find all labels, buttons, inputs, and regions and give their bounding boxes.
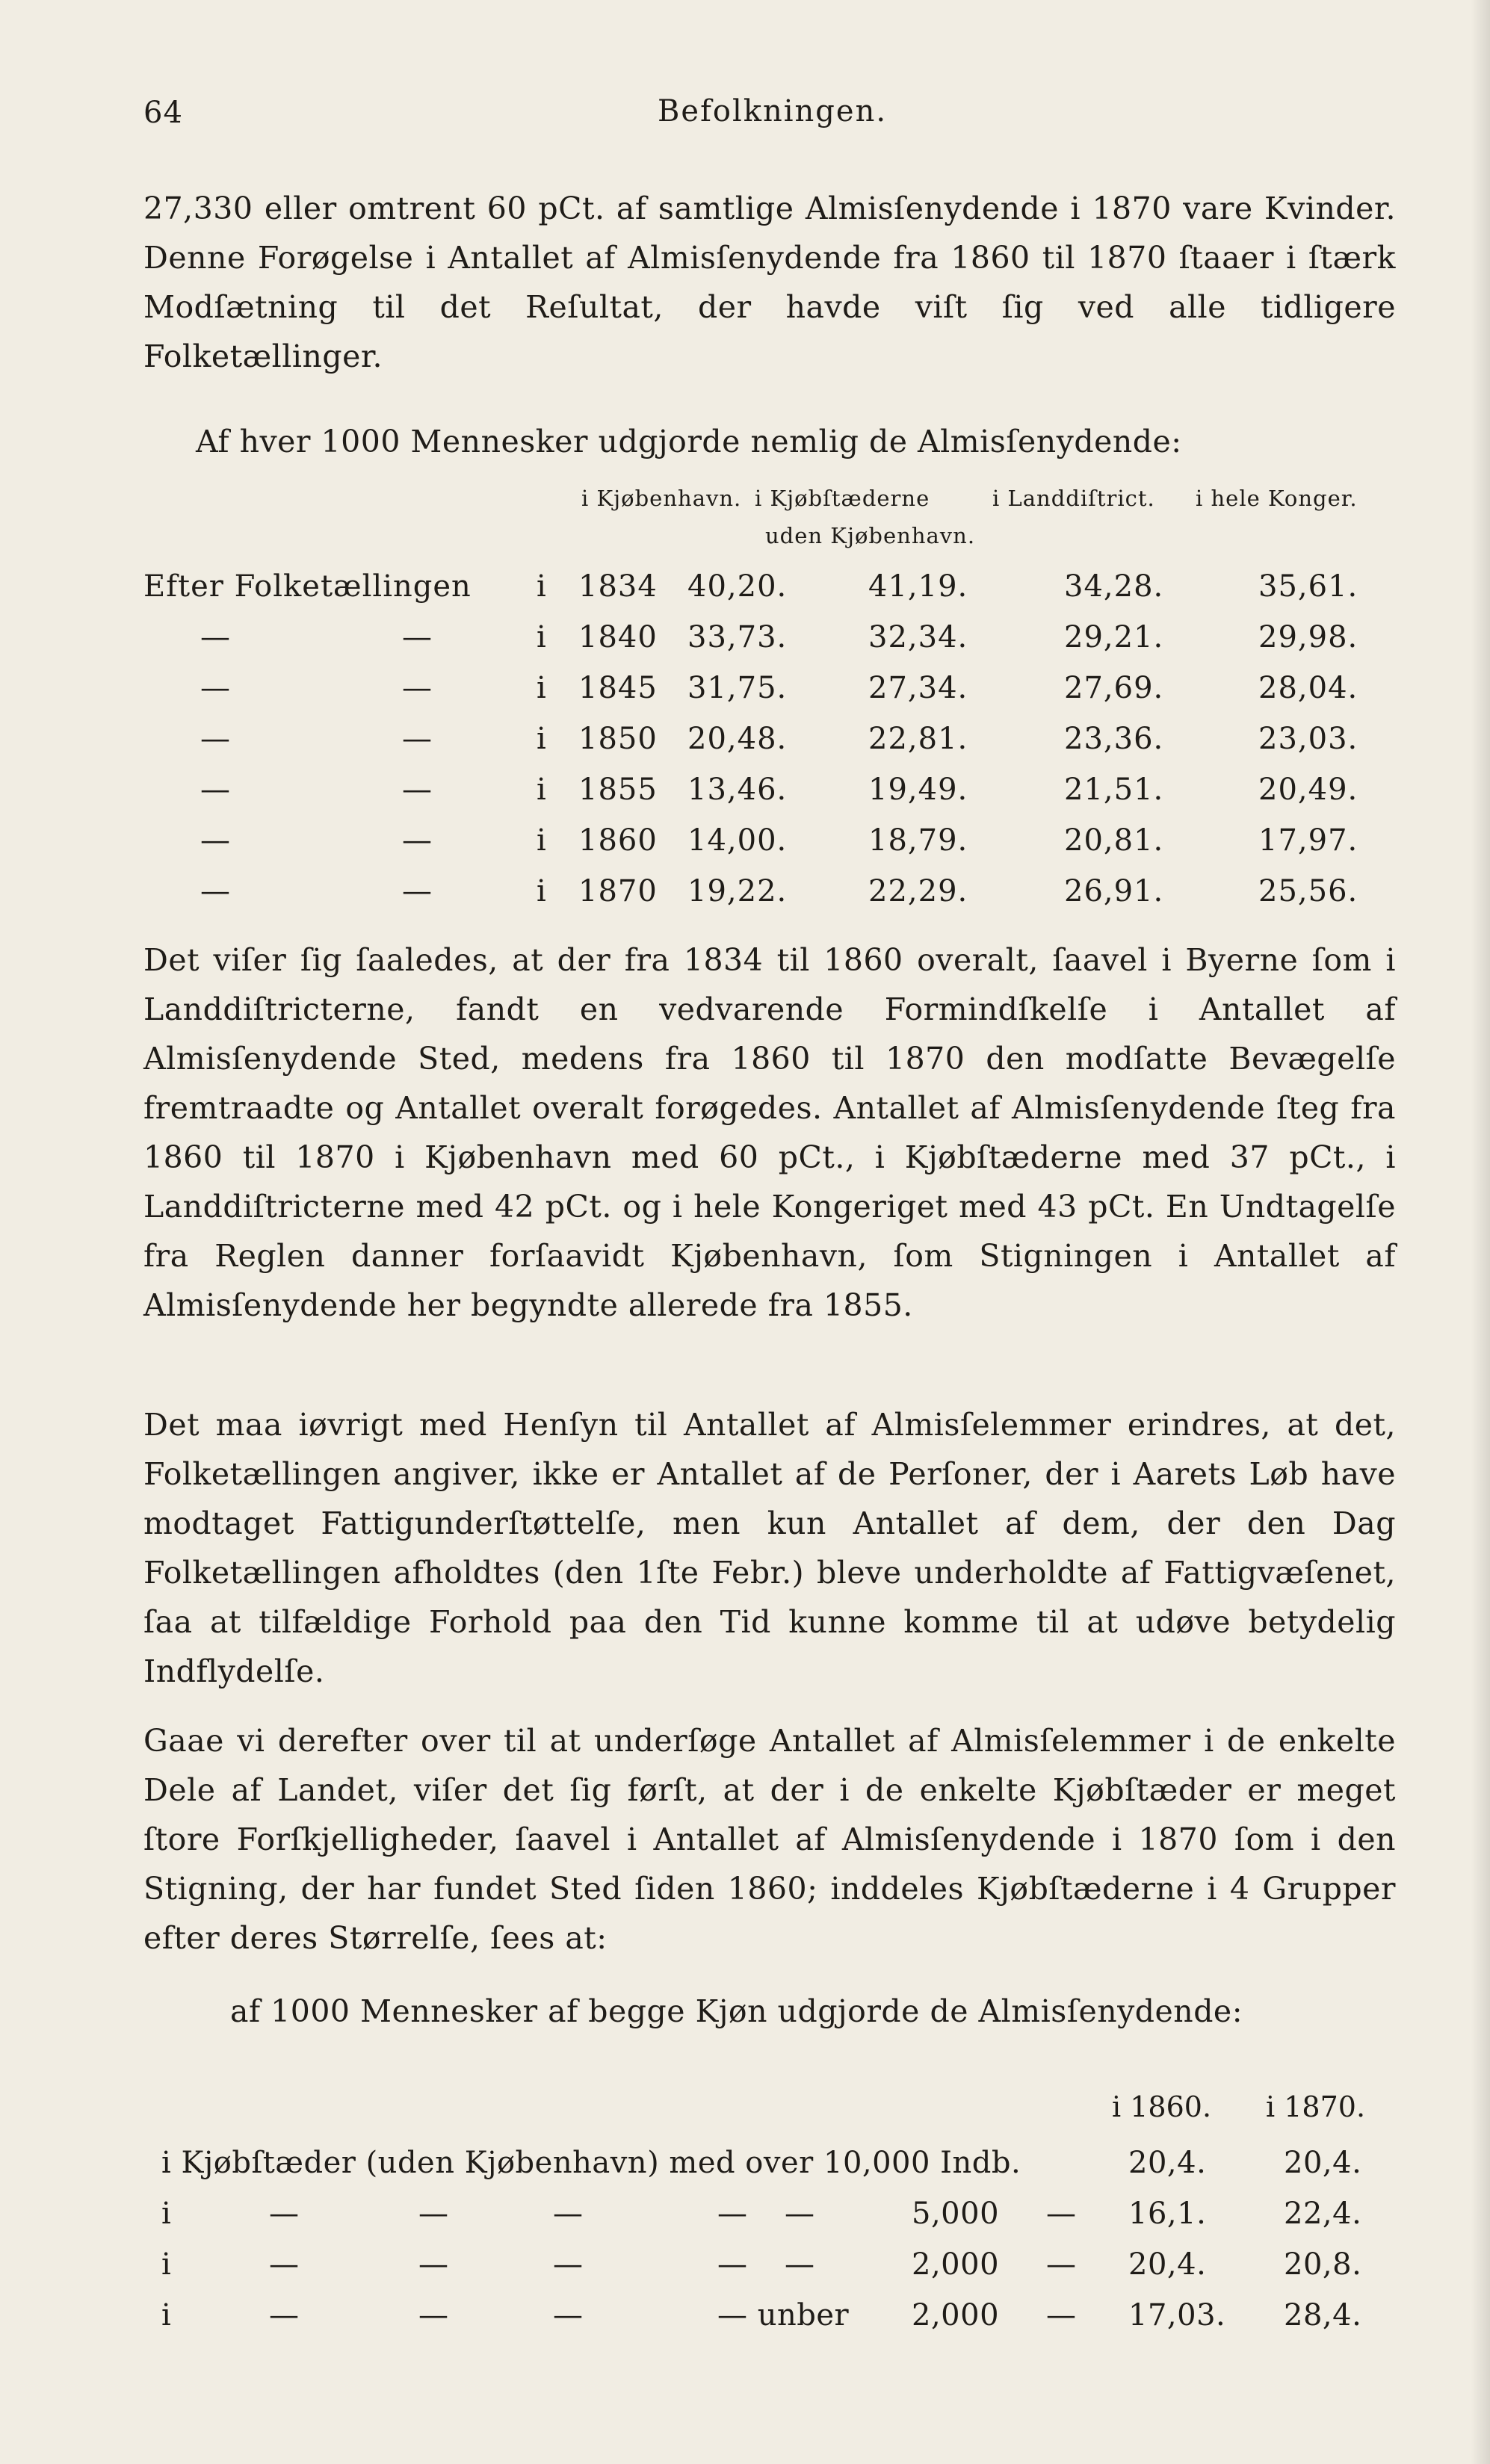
under-label: — unber (717, 2298, 850, 2333)
ditto-dash: — (269, 2197, 300, 2231)
ditto-dash: — (717, 2247, 748, 2282)
size-threshold: 5,000 (912, 2197, 1000, 2231)
value-copenhagen: 20,48. (687, 722, 788, 756)
page-edge-shadow (1471, 0, 1490, 2464)
value-copenhagen: 33,73. (687, 620, 788, 654)
size-threshold: 2,000 (912, 2247, 1000, 2282)
ditto-dash: — (1046, 2197, 1077, 2231)
row-year: 1860 (578, 823, 658, 858)
table1-col-copenhagen: i Kjøbenhavn. (581, 486, 742, 511)
row-prep: i (161, 2197, 172, 2231)
value-towns: 19,49. (868, 773, 968, 807)
paragraph-1: 27,330 eller omtrent 60 pCt. af samtlige Almisſenydende i 1870 vare Kvinder. Denne Forøgelse i Antallet af Almisſenydende fra 1860 til 1870 ſtaaer i ſtærk Modſætning til det Reſultat, der havde viſt ſig ved alle tidligere Folketællinger. (143, 191, 1396, 374)
ditto-dash: — (1046, 2247, 1077, 2282)
row-year: 1845 (578, 671, 658, 705)
value-1870: 28,4. (1284, 2298, 1362, 2333)
value-towns: 27,34. (868, 671, 968, 705)
paragraph-4: Gaae vi derefter over til at underſøge Antallet af Almisſelemmer i de enkelte Dele af Landet, viſer det ſig førſt, at der i de enkelte Kjøbſtæder er meget ſtore Forſkjelligheder, ſaavel i Antallet af Almisſenydende i 1870 ſom i den Stigning, der har fundet Sted ſiden 1860; inddeles Kjøbſtæderne i 4 Grupper efter deres Størrelſe, ſees at: (143, 1723, 1396, 1956)
row-prep: i (537, 569, 547, 604)
ditto-dash: — (1046, 2298, 1077, 2333)
table-row (0, 569, 1490, 614)
ditto-dash: — (553, 2247, 584, 2282)
row-year: 1850 (578, 722, 658, 756)
value-towns: 22,29. (868, 874, 968, 908)
value-1870: 20,8. (1284, 2247, 1362, 2282)
ditto-dash: — (402, 823, 433, 858)
table-row (0, 620, 1490, 665)
ditto-dash: — (402, 773, 433, 807)
value-rural: 23,36. (1064, 722, 1164, 756)
value-1860: 20,4. (1128, 2146, 1207, 2180)
value-copenhagen: 40,20. (687, 569, 788, 604)
row-prep: i (537, 722, 547, 756)
ditto-dash: — (418, 2197, 449, 2231)
ditto-dash: — (200, 874, 231, 908)
value-towns: 41,19. (868, 569, 968, 604)
ditto-dash: — (785, 2197, 815, 2231)
value-towns: 32,34. (868, 620, 968, 654)
row-prep: i (537, 773, 547, 807)
row-year: 1855 (578, 773, 658, 807)
value-1860: 16,1. (1128, 2197, 1207, 2231)
value-copenhagen: 13,46. (687, 773, 788, 807)
value-rural: 34,28. (1064, 569, 1164, 604)
value-kingdom: 23,03. (1258, 722, 1358, 756)
paragraph-2: Det viſer ſig ſaaledes, at der fra 1834 til 1860 overalt, ſaavel i Byerne ſom i Landdiſtricterne, fandt en vedvarende Formindſkelſe i Antallet af Almisſenydende Sted, medens fra 1860 til 1870 den modſatte Bevægelſe fremtraadte og Antallet overalt forøgedes. Antallet af Almisſenydende ſteg fra 1860 til 1870 i Kjøbenhavn med 60 pCt., i Kjøbſtæderne med 37 pCt., i Landdiſtricterne med 42 pCt. og i hele Kongeriget med 43 pCt. En Undtagelſe fra Reglen danner forſaavidt Kjøbenhavn, ſom Stigningen i Antallet af Almisſenydende her begyndte allerede fra 1855. (143, 942, 1396, 1323)
value-rural: 20,81. (1064, 823, 1164, 858)
row-label: Efter Folketællingen (143, 569, 472, 604)
table2-col-1860: i 1860. (1112, 2090, 1212, 2123)
value-1870: 22,4. (1284, 2197, 1362, 2231)
table1-col-rural: i Landdiſtrict. (992, 486, 1155, 511)
value-rural: 26,91. (1064, 874, 1164, 908)
value-towns: 18,79. (868, 823, 968, 858)
value-kingdom: 35,61. (1258, 569, 1358, 604)
ditto-dash: — (200, 671, 231, 705)
value-kingdom: 28,04. (1258, 671, 1358, 705)
row-prep: i (537, 620, 547, 654)
table2-intro: af 1000 Mennesker af begge Kjøn udgjorde de Almisſenydende: (230, 1993, 1243, 2029)
ditto-dash: — (553, 2298, 584, 2333)
value-kingdom: 29,98. (1258, 620, 1358, 654)
table-row (0, 671, 1490, 716)
table-row (0, 2247, 1490, 2292)
value-1860: 17,03. (1128, 2298, 1226, 2333)
value-1870: 20,4. (1284, 2146, 1362, 2180)
ditto-dash: — (402, 671, 433, 705)
row-prep: i (161, 2247, 172, 2282)
table-row (0, 2197, 1490, 2241)
row-description: i Kjøbſtæder (uden Kjøbenhavn) med over 10,000 Indb. (161, 2146, 1021, 2180)
value-rural: 21,51. (1064, 773, 1164, 807)
value-kingdom: 25,56. (1258, 874, 1358, 908)
ditto-dash: — (200, 722, 231, 756)
value-rural: 27,69. (1064, 671, 1164, 705)
table-row (0, 874, 1490, 919)
ditto-dash: — (418, 2247, 449, 2282)
ditto-dash: — (785, 2247, 815, 2282)
value-copenhagen: 19,22. (687, 874, 788, 908)
table1-col-kingdom: i hele Konger. (1196, 486, 1358, 511)
ditto-dash: — (553, 2197, 584, 2231)
row-prep: i (537, 671, 547, 705)
ditto-dash: — (200, 773, 231, 807)
ditto-dash: — (418, 2298, 449, 2333)
ditto-dash: — (402, 874, 433, 908)
table-row (0, 2146, 1490, 2191)
value-kingdom: 20,49. (1258, 773, 1358, 807)
row-year: 1834 (578, 569, 658, 604)
table-row (0, 722, 1490, 767)
ditto-dash: — (269, 2298, 300, 2333)
paragraph-3: Det maa iøvrigt med Henſyn til Antallet af Almisſelemmer erindres, at det, Folketællingen angiver, ikke er Antallet af de Perſoner, der i Aarets Løb have modtaget Fattigunderſtøttelſe, men kun Antallet af dem, der den Dag Folketællingen afholdtes (den 1ſte Febr.) bleve underholdte af Fattigvæſenet, ſaa at tilfældige Forhold paa den Tid kunne komme til at udøve betydelig Indflydelſe. (143, 1407, 1396, 1689)
table-row (0, 773, 1490, 817)
row-prep: i (537, 823, 547, 858)
table2-col-1870: i 1870. (1266, 2090, 1366, 2123)
table1-col-towns: i Kjøbſtæderne (755, 486, 930, 511)
row-prep: i (537, 874, 547, 908)
ditto-dash: — (269, 2247, 300, 2282)
size-threshold: 2,000 (912, 2298, 1000, 2333)
value-1860: 20,4. (1128, 2247, 1207, 2282)
running-head: Befolkningen. (658, 94, 888, 129)
ditto-dash: — (200, 620, 231, 654)
value-kingdom: 17,97. (1258, 823, 1358, 858)
ditto-dash: — (717, 2197, 748, 2231)
row-year: 1870 (578, 874, 658, 908)
ditto-dash: — (402, 620, 433, 654)
value-copenhagen: 31,75. (687, 671, 788, 705)
table1-intro: Af hver 1000 Mennesker udgjorde nemlig de Almisſenydende: (196, 424, 1182, 459)
table1-col-towns-sub: uden Kjøbenhavn. (765, 523, 976, 548)
page-number: 64 (143, 96, 183, 130)
value-rural: 29,21. (1064, 620, 1164, 654)
row-prep: i (161, 2298, 172, 2333)
value-towns: 22,81. (868, 722, 968, 756)
table-row (0, 2298, 1490, 2343)
ditto-dash: — (200, 823, 231, 858)
ditto-dash: — (402, 722, 433, 756)
table-row (0, 823, 1490, 868)
row-year: 1840 (578, 620, 658, 654)
value-copenhagen: 14,00. (687, 823, 788, 858)
